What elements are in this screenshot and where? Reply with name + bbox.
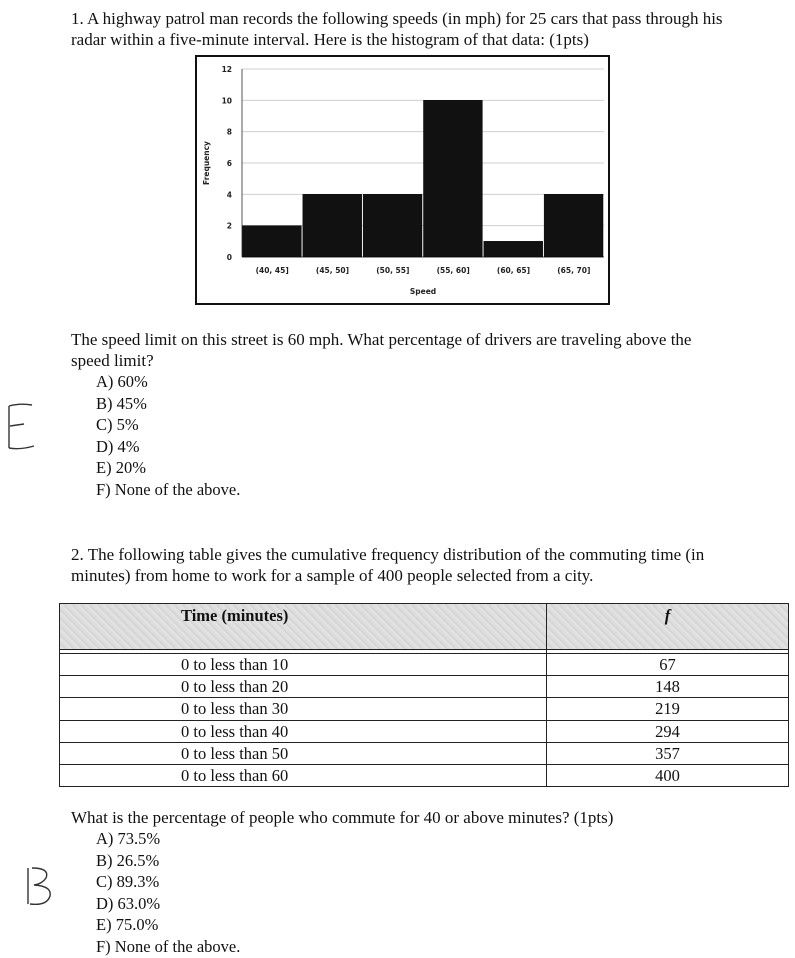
q2-options [96, 828, 240, 958]
x-axis-label: Speed [409, 287, 437, 296]
x-tick-label: (50, 55] [376, 266, 410, 275]
y-tick-label: 0 [226, 253, 232, 262]
f-cell: 219 [547, 698, 789, 720]
time-cell: 0 to less than 60 [60, 764, 547, 786]
table-row [60, 698, 789, 720]
cumulative-frequency-table [59, 603, 789, 787]
f-cell: 400 [547, 764, 789, 786]
y-tick-label: 4 [226, 190, 232, 200]
y-tick-label: 6 [226, 159, 232, 168]
q2-option-e[interactable]: E) 75.0% [96, 915, 159, 935]
time-cell: 0 to less than 20 [60, 676, 547, 698]
histogram-chart [197, 57, 608, 303]
f-cell: 294 [547, 720, 789, 742]
histogram-frame [195, 55, 610, 305]
q1-option-d[interactable]: D) 4% [96, 436, 140, 456]
table-row [60, 764, 789, 786]
q2-option-b[interactable]: B) 26.5% [96, 850, 160, 870]
histogram-bar [484, 241, 543, 257]
y-tick-label: 2 [226, 221, 232, 231]
q1-intro-line1: 1. A highway patrol man records the following speeds (in mph) for 25 cars that pass through his [71, 9, 723, 28]
header-time: Time (minutes) [60, 604, 547, 650]
y-tick-label: 12 [221, 65, 232, 74]
histogram-bar [424, 100, 483, 257]
x-tick-label: (55, 60] [436, 266, 470, 275]
y-axis-label: Frequency [202, 141, 211, 185]
x-tick-label: (60, 65] [496, 266, 531, 275]
x-tick-label: (65, 70] [557, 266, 591, 275]
q2-option-a[interactable]: A) 73.5% [96, 829, 161, 848]
histogram-bar [544, 194, 603, 257]
q1-option-b[interactable]: B) 45% [96, 393, 147, 413]
x-tick-label: (45, 50] [315, 266, 350, 275]
y-tick-label: 10 [221, 96, 232, 106]
f-cell: 67 [547, 654, 789, 676]
x-tick-label: (40, 45] [255, 266, 289, 275]
time-cell: 0 to less than 50 [60, 742, 547, 764]
handwritten-answer-e [0, 398, 40, 454]
q1-option-f[interactable]: F) None of the above. [96, 479, 241, 499]
f-cell: 148 [547, 676, 789, 698]
table-header-row [60, 604, 789, 650]
q2-intro-line1: 2. The following table gives the cumulative frequency distribution of the commuting time (in [71, 545, 705, 564]
q2-option-c[interactable]: C) 89.3% [96, 872, 160, 892]
table-row [60, 654, 789, 676]
q1-intro-line2: radar within a five-minute interval. Here is the histogram of that data: (1pts) [71, 30, 589, 49]
time-cell: 0 to less than 10 [60, 654, 547, 676]
q2-intro-line2: minutes) from home to work for a sample of 400 people selected from a city. [71, 566, 594, 585]
q2-option-f[interactable]: F) None of the above. [96, 936, 241, 956]
q2-option-d[interactable]: D) 63.0% [96, 893, 161, 913]
q1-option-c[interactable]: C) 5% [96, 415, 139, 435]
histogram-bar [303, 194, 362, 257]
table-row [60, 742, 789, 764]
table-row [60, 720, 789, 742]
q1-option-e[interactable]: E) 20% [96, 458, 146, 478]
handwritten-answer-b [20, 862, 60, 910]
f-cell: 357 [547, 742, 789, 764]
time-cell: 0 to less than 40 [60, 720, 547, 742]
histogram-bar [243, 226, 302, 257]
y-tick-label: 8 [226, 127, 232, 137]
q1-question-line2: speed limit? [71, 351, 154, 370]
q1-option-a[interactable]: A) 60% [96, 372, 148, 391]
table-row [60, 676, 789, 698]
time-cell: 0 to less than 30 [60, 698, 547, 720]
header-f: f [547, 604, 789, 650]
q2-question: What is the percentage of people who commute for 40 or above minutes? (1pts) [71, 808, 614, 827]
histogram-bar [363, 194, 422, 257]
q1-question-line1: The speed limit on this street is 60 mph. What percentage of drivers are traveling above the [71, 330, 692, 349]
q1-options [96, 371, 240, 501]
